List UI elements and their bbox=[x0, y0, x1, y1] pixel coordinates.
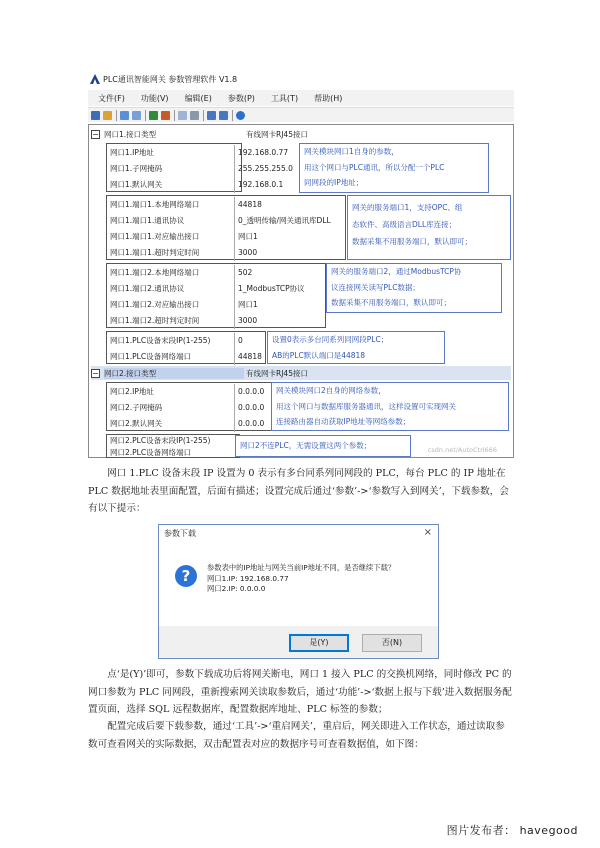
menu-file[interactable]: 文件(F) bbox=[98, 93, 125, 103]
prop-key: 网口2.IP地址 bbox=[107, 384, 235, 400]
no-button[interactable]: 否(N) bbox=[362, 634, 422, 652]
group-port2-plc bbox=[106, 434, 240, 458]
prop-value[interactable]: 0.0.0.0 bbox=[238, 419, 265, 429]
prop-row[interactable] bbox=[107, 446, 235, 458]
grid-icon[interactable] bbox=[190, 111, 199, 120]
prev-icon[interactable] bbox=[207, 111, 216, 120]
paragraph-3: 配置完成后要下载参数，通过‘工具’->‘重启网关’，重启后，网关即进入工作状态，通过读取参数可查看网关的实际数据，双击配置表对应的数据序号可查看数据值，如下图： bbox=[88, 721, 505, 750]
prop-value[interactable]: 3000 bbox=[238, 316, 258, 326]
db-icon[interactable] bbox=[149, 111, 158, 120]
table-icon[interactable] bbox=[178, 111, 187, 120]
prop-key: 网口2.PLC设备网络端口 bbox=[110, 447, 192, 457]
note-line: 数据采集不用服务端口，默认即可； bbox=[352, 237, 472, 246]
prop-key: 网口1.端口1.本地网络端口 bbox=[107, 197, 235, 213]
category-value[interactable]: 有线网卡RJ45接口 bbox=[246, 368, 308, 378]
toolbar-separator bbox=[203, 110, 204, 121]
prop-value[interactable]: 0 bbox=[238, 336, 243, 346]
prop-row[interactable] bbox=[107, 416, 264, 432]
toolbar-separator bbox=[174, 110, 175, 121]
note-line: 用这个网口与数据库服务器通讯，这样设置可实现网关 bbox=[276, 401, 456, 411]
question-icon: ? bbox=[175, 565, 197, 587]
note-port2-plc bbox=[235, 435, 411, 457]
category-port2[interactable] bbox=[91, 366, 511, 380]
yes-button[interactable]: 是(Y) bbox=[289, 634, 349, 652]
new-icon[interactable] bbox=[91, 111, 100, 120]
note-line: AB的PLC默认端口是44818 bbox=[272, 350, 366, 360]
note-line: 网关模块网口1自身的参数， bbox=[304, 147, 399, 156]
prop-value[interactable]: 网口1 bbox=[238, 300, 258, 310]
prop-key: 网口1.端口2.对应输出接口 bbox=[107, 297, 235, 313]
toolbar bbox=[88, 107, 514, 122]
prop-value[interactable]: 44818 bbox=[238, 200, 262, 210]
prop-key: 网口1.IP地址 bbox=[107, 145, 235, 161]
prop-row[interactable] bbox=[107, 265, 252, 281]
prop-row[interactable] bbox=[107, 177, 235, 193]
menu-tools[interactable]: 工具(T) bbox=[270, 93, 299, 103]
prop-row[interactable] bbox=[107, 434, 235, 446]
prop-row[interactable] bbox=[107, 333, 243, 349]
paragraph-1: 网口 1.PLC 设备末段 IP 设置为 0 表示有多台同系列同网段的 PLC，每台 PLC 的 IP 地址在 PLC 数据地址表里面配置，后面有描述；设置完成后通过‘参数’->‘参数写入到网关’，下载参数，会有以下提示： bbox=[88, 468, 509, 514]
prop-key: 网口1.端口2.超时判定时间 bbox=[107, 313, 235, 329]
category-port1[interactable] bbox=[91, 127, 511, 141]
menu-edit[interactable]: 编辑(E) bbox=[184, 93, 212, 103]
toolbar-separator bbox=[145, 110, 146, 121]
prop-key: 网口1.端口1.通讯协议 bbox=[107, 213, 235, 229]
prop-key: 网口2.PLC设备末段IP(1-255) bbox=[110, 435, 211, 445]
prop-value[interactable]: 192.168.0.1 bbox=[238, 180, 284, 190]
note-line: 设置0表示多台同系列同网段PLC； bbox=[272, 335, 389, 344]
prop-row[interactable] bbox=[107, 229, 258, 245]
download-icon[interactable] bbox=[132, 111, 141, 120]
note-port2-ip bbox=[271, 382, 509, 431]
edit-icon[interactable] bbox=[161, 111, 170, 120]
menu-help[interactable]: 帮助(H) bbox=[314, 93, 343, 103]
prop-key: 网口1.PLC设备网络端口 bbox=[107, 349, 235, 365]
note-port1-service1 bbox=[347, 195, 511, 260]
watermark: csdn.net/AutoCtrl666 bbox=[427, 446, 497, 454]
prop-key: 网口1.端口2.本地网络端口 bbox=[107, 265, 235, 281]
prop-row[interactable] bbox=[107, 313, 257, 329]
note-port1-ip bbox=[299, 143, 489, 193]
note-line: 用这个网口与PLC通讯，所以分配一个PLC bbox=[304, 162, 445, 172]
category-label: 网口1.接口类型 bbox=[104, 129, 157, 139]
note-line: 网关的服务端口2，通过ModbusTCP协 bbox=[331, 267, 462, 276]
note-line: 议连接网关读写PLC数据； bbox=[331, 282, 420, 292]
prop-row[interactable] bbox=[107, 297, 258, 313]
note-line: 态软件、高级语言DLL库连接； bbox=[352, 220, 457, 229]
prop-row[interactable] bbox=[107, 349, 262, 365]
app-titlebar bbox=[88, 70, 514, 88]
collapse-icon[interactable]: − bbox=[92, 129, 99, 139]
prop-key: 网口2.默认网关 bbox=[107, 416, 235, 432]
close-icon[interactable]: × bbox=[423, 527, 432, 538]
prop-row[interactable] bbox=[107, 400, 264, 416]
property-grid bbox=[88, 124, 514, 458]
prop-value[interactable]: 3000 bbox=[238, 248, 258, 258]
confirm-dialog bbox=[158, 524, 439, 659]
prop-value[interactable]: 网口1 bbox=[238, 232, 258, 242]
next-icon[interactable] bbox=[219, 111, 228, 120]
prop-value[interactable]: 0.0.0.0 bbox=[238, 387, 265, 397]
app-title: PLC通讯智能网关 参数管理软件 V1.8 bbox=[103, 74, 238, 84]
prop-row[interactable] bbox=[107, 384, 264, 400]
prop-value[interactable]: 255.255.255.0 bbox=[238, 164, 293, 174]
prop-value[interactable]: 0.0.0.0 bbox=[238, 403, 265, 413]
group-port1-service1 bbox=[106, 195, 346, 260]
note-port1-service2 bbox=[326, 263, 502, 313]
prop-key: 网口1.PLC设备末段IP(1-255) bbox=[107, 333, 235, 349]
dialog-title: 参数下载 bbox=[164, 529, 196, 538]
note-line: 网口2不连PLC，无需设置这两个参数； bbox=[240, 441, 372, 450]
group-port1-service2 bbox=[106, 263, 326, 328]
group-port1-plc bbox=[106, 331, 266, 364]
group-port2-ip bbox=[106, 382, 278, 431]
prop-row[interactable] bbox=[107, 281, 305, 297]
dialog-footer bbox=[159, 626, 438, 658]
upload-icon[interactable] bbox=[120, 111, 129, 120]
prop-value[interactable]: 502 bbox=[238, 268, 253, 278]
paragraph-2: 点‘是(Y)’即可，参数下载成功后将网关断电，网口 1 接入 PLC 的交换机网络，同时修改 PC 的网口参数为 PLC 同网段，重新搜索网关读取参数后，通过‘功能’->‘数据上报与下载’进入数据服务配置页面，选择 SQL 远程数据库，配置数据库地址、PLC 标签的参数； bbox=[88, 669, 512, 715]
note-line: 网关的服务端口1，支持OPC、组 bbox=[352, 203, 463, 212]
prop-row[interactable] bbox=[107, 245, 257, 261]
note-line: 网关模块网口2自身的网络参数， bbox=[276, 386, 386, 395]
prop-row[interactable] bbox=[107, 213, 345, 229]
publisher-credit: 图片发布者： havegood bbox=[446, 824, 578, 837]
prop-key: 网口1.子网掩码 bbox=[107, 161, 235, 177]
app-logo-icon bbox=[90, 74, 100, 84]
dialog-message-text: 参数表中的IP地址与网关当前IP地址不同，是否继续下载？ bbox=[207, 563, 396, 572]
prop-key: 网口1.端口1.超时判定时间 bbox=[107, 245, 235, 261]
prop-value[interactable]: 44818 bbox=[238, 352, 262, 362]
prop-key: 网口1.端口2.通讯协议 bbox=[107, 281, 235, 297]
prop-value[interactable]: 192.168.0.77 bbox=[238, 148, 289, 158]
note-line: 数据采集不用服务端口，默认即可； bbox=[331, 298, 451, 307]
prop-value[interactable]: 0_透明传输/网关通讯库DLL bbox=[238, 216, 331, 226]
note-line: 连接路由器自动获取IP地址等网络参数； bbox=[276, 417, 411, 426]
prop-key: 网口1.端口1.对应输出接口 bbox=[107, 229, 235, 245]
app-window bbox=[88, 70, 514, 458]
category-value[interactable]: 有线网卡RJ45接口 bbox=[246, 129, 308, 139]
menu-params[interactable]: 参数(P) bbox=[227, 93, 255, 103]
category-label: 网口2.接口类型 bbox=[104, 368, 244, 379]
group-port1-ip bbox=[106, 143, 242, 192]
menu-bar bbox=[88, 90, 514, 106]
prop-value[interactable]: 1_ModbusTCP协议 bbox=[238, 284, 305, 294]
dialog-message bbox=[207, 563, 395, 595]
note-port1-plc bbox=[267, 331, 445, 364]
dialog-line-1: 网口1.IP: 192.168.0.77 bbox=[207, 573, 289, 583]
toolbar-separator bbox=[116, 110, 117, 121]
open-icon[interactable] bbox=[103, 111, 112, 120]
note-line: 同网段的IP地址； bbox=[304, 178, 364, 187]
menu-function[interactable]: 功能(V) bbox=[140, 93, 169, 103]
prop-key: 网口2.子网掩码 bbox=[107, 400, 235, 416]
prop-row[interactable] bbox=[107, 197, 262, 213]
prop-row[interactable] bbox=[107, 145, 235, 161]
prop-row[interactable] bbox=[107, 161, 235, 177]
dialog-line-2: 网口2.IP: 0.0.0.0 bbox=[207, 584, 266, 593]
toolbar-separator bbox=[232, 110, 233, 121]
help-icon[interactable] bbox=[236, 111, 245, 120]
prop-key: 网口1.默认网关 bbox=[107, 177, 235, 193]
collapse-icon[interactable]: − bbox=[92, 368, 99, 378]
